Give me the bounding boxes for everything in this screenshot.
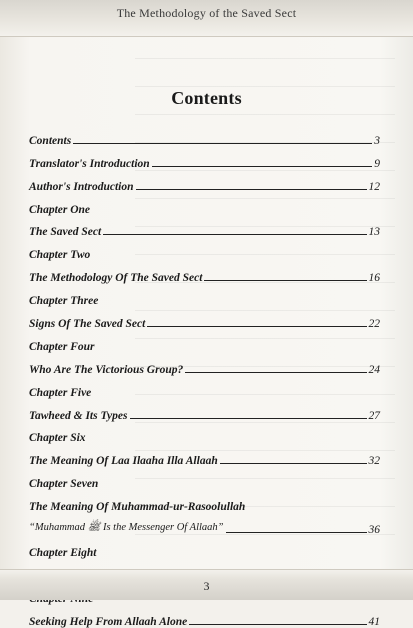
toc-entry	[29, 307, 380, 330]
footer-band	[0, 569, 413, 600]
toc-entry	[29, 353, 380, 376]
toc-entry	[29, 147, 380, 170]
toc-entry	[29, 124, 380, 147]
toc-chapter-heading	[29, 238, 380, 261]
toc-chapter-label: Chapter Six	[29, 432, 86, 445]
toc-entry-label: Tawheed & Its Types	[29, 409, 128, 422]
toc-chapter-label: Chapter Five	[29, 386, 92, 399]
toc-chapter-label: Chapter One	[29, 203, 91, 216]
toc-entry-page: 27	[368, 409, 380, 422]
toc-leader-line	[185, 372, 366, 373]
table-of-contents	[29, 124, 380, 628]
toc-entry-label: Seeking Help From Allaah Alone	[29, 615, 188, 628]
toc-entry-label: Author's Introduction	[29, 180, 134, 193]
toc-entry-label: The Meaning Of Muhammad-ur-Rasoolullah	[29, 501, 246, 514]
page-number: 3	[203, 579, 210, 593]
toc-entry-title-line	[29, 490, 380, 513]
toc-leader-line	[130, 418, 367, 419]
toc-entry	[29, 513, 380, 536]
toc-chapter-heading	[29, 193, 380, 216]
toc-leader-line	[220, 463, 367, 464]
toc-leader-line	[147, 326, 366, 327]
running-header: The Methodology of the Saved Sect	[116, 6, 297, 20]
toc-chapter-heading	[29, 467, 380, 490]
toc-entry-page: 12	[368, 180, 380, 193]
header-band	[0, 0, 413, 37]
toc-entry-page: 3	[374, 134, 380, 147]
toc-leader-line	[226, 532, 367, 533]
toc-chapter-label: Chapter Seven	[29, 478, 99, 491]
toc-chapter-label: Chapter Three	[29, 295, 99, 308]
toc-chapter-heading	[29, 330, 380, 353]
toc-entry-page: 22	[368, 318, 380, 331]
toc-entry-page: 41	[368, 615, 380, 628]
toc-entry	[29, 170, 380, 193]
toc-entry	[29, 605, 380, 628]
toc-leader-line	[136, 189, 367, 190]
toc-chapter-label: Chapter Two	[29, 249, 91, 262]
toc-entry-page: 9	[374, 157, 380, 170]
toc-leader-line	[204, 280, 366, 281]
toc-entry-page: 36	[368, 524, 380, 537]
toc-entry-label: The Saved Sect	[29, 226, 102, 239]
toc-chapter-heading	[29, 536, 380, 559]
toc-entry	[29, 216, 380, 239]
toc-entry	[29, 261, 380, 284]
toc-entry-label: Signs Of The Saved Sect	[29, 318, 146, 331]
toc-entry-page: 13	[368, 226, 380, 239]
toc-entry-page: 24	[368, 363, 380, 376]
page-title: Contents	[171, 88, 242, 108]
toc-entry-label: Contents	[29, 134, 72, 147]
toc-leader-line	[152, 166, 373, 167]
toc-entry-label: Translator's Introduction	[29, 157, 150, 170]
toc-entry	[29, 399, 380, 422]
toc-leader-line	[189, 624, 366, 625]
toc-entry-subtitle: “Muhammad ﷺ Is the Messenger Of Allaah”	[29, 522, 224, 534]
toc-leader-line	[103, 234, 366, 235]
toc-chapter-heading	[29, 422, 380, 445]
toc-chapter-heading	[29, 376, 380, 399]
toc-entry-page: 16	[368, 272, 380, 285]
toc-chapter-label: Chapter Eight	[29, 546, 97, 559]
toc-chapter-label: Chapter Four	[29, 340, 95, 353]
toc-entry-label: The Meaning Of Laa Ilaaha Illa Allaah	[29, 455, 218, 468]
toc-entry-label: The Methodology Of The Saved Sect	[29, 272, 203, 285]
toc-leader-line	[73, 143, 372, 144]
toc-entry-label: Who Are The Victorious Group?	[29, 363, 184, 376]
toc-entry	[29, 444, 380, 467]
toc-entry-page: 32	[368, 455, 380, 468]
toc-chapter-heading	[29, 284, 380, 307]
